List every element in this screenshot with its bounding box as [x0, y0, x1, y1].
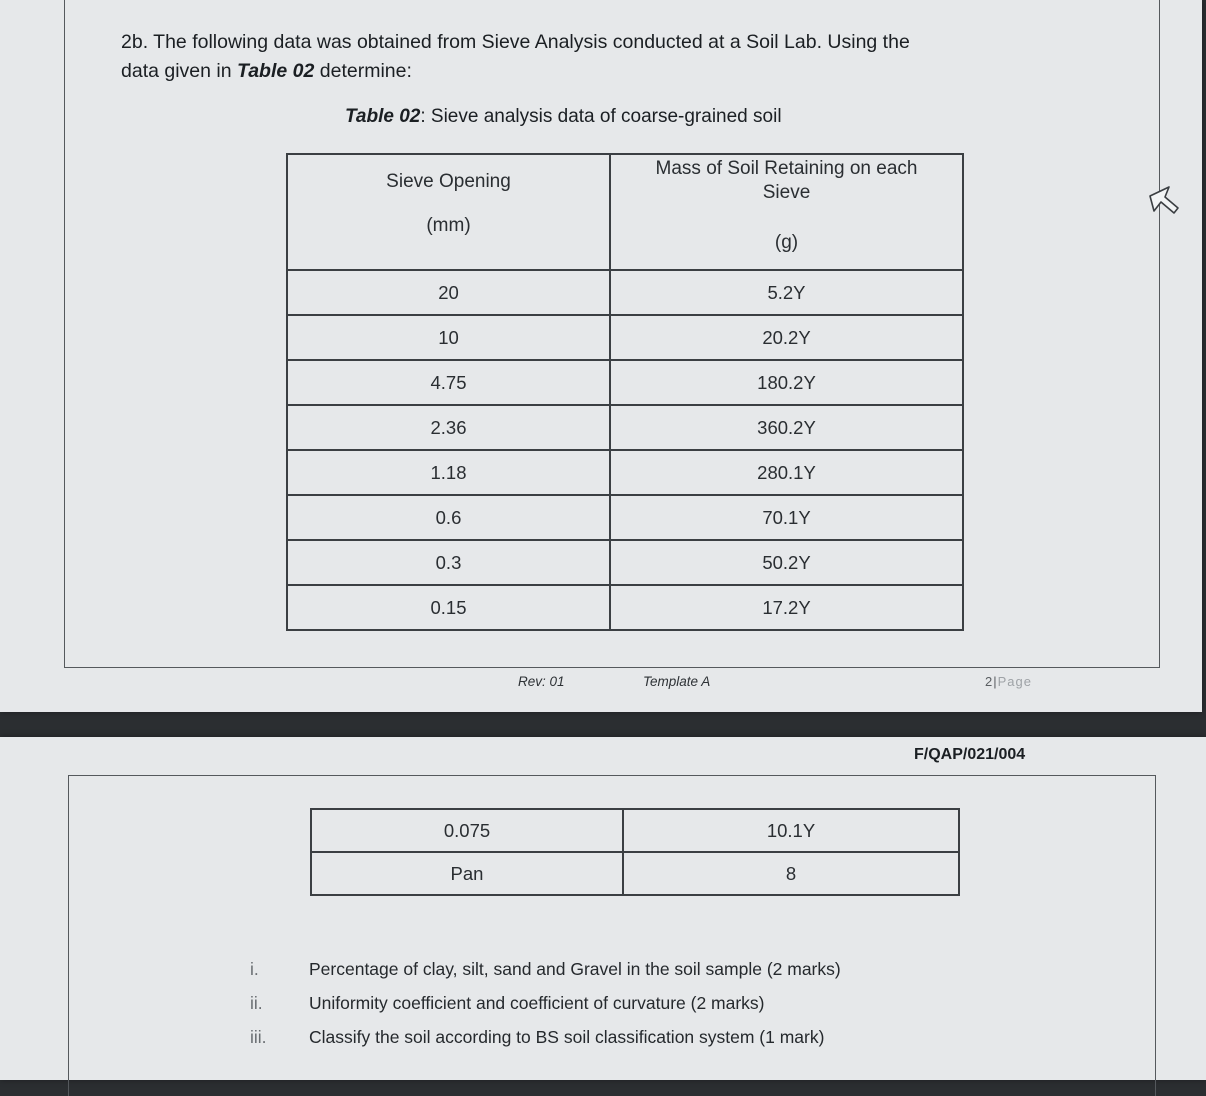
- page-number-value: 2: [985, 674, 994, 689]
- sieve-analysis-table: [286, 153, 964, 631]
- sieve-opening-cell: 0.6: [287, 495, 610, 540]
- question-table-ref: Table 02: [237, 60, 315, 82]
- list-item: [250, 993, 1010, 1027]
- mass-retained-cell: 180.2Y: [610, 360, 963, 405]
- mass-retained-cell: 8: [623, 852, 959, 895]
- question-line-1: 2b. The following data was obtained from Sieve Analysis conducted at a Soil Lab. Using the: [121, 31, 910, 53]
- table-row: [287, 540, 963, 585]
- footer-template: Template A: [643, 674, 711, 689]
- mass-retained-cell: 50.2Y: [610, 540, 963, 585]
- mass-retained-cell: 360.2Y: [610, 405, 963, 450]
- sieve-opening-cell: 2.36: [287, 405, 610, 450]
- question-line-2-end: determine:: [314, 60, 412, 82]
- sieve-opening-cell: Pan: [311, 852, 623, 895]
- document-reference: F/QAP/021/004: [914, 746, 1026, 763]
- table-row: [287, 450, 963, 495]
- task-list: [250, 959, 1010, 1061]
- mass-retained-cell: 280.1Y: [610, 450, 963, 495]
- footer-revision: Rev: 01: [518, 674, 565, 689]
- table-caption-label: Table 02: [345, 106, 421, 127]
- table-caption: [345, 106, 782, 128]
- table-row: [287, 405, 963, 450]
- mass-retained-cell: 17.2Y: [610, 585, 963, 630]
- header-sieve-opening: [287, 154, 610, 270]
- task-number: i.: [250, 959, 259, 979]
- header-mass-label-1: Mass of Soil Retaining on each: [655, 158, 918, 179]
- table-caption-text: : Sieve analysis data of coarse-grained soil: [420, 106, 782, 127]
- table-row: [287, 585, 963, 630]
- list-item: [250, 959, 1010, 993]
- mass-retained-cell: 10.1Y: [623, 809, 959, 852]
- list-item: [250, 1027, 1010, 1061]
- mass-retained-cell: 20.2Y: [610, 315, 963, 360]
- sieve-opening-cell: 0.15: [287, 585, 610, 630]
- mass-retained-cell: 5.2Y: [610, 270, 963, 315]
- footer-page-number: [985, 674, 1032, 689]
- header-mass-unit: (g): [774, 232, 799, 253]
- task-text: Uniformity coefficient and coefficient of curvature (2 marks): [309, 993, 765, 1013]
- sieve-opening-cell: 20: [287, 270, 610, 315]
- table-row: [311, 852, 959, 895]
- table-row: [287, 270, 963, 315]
- table-row: [311, 809, 959, 852]
- page-number-label: Page: [997, 674, 1032, 689]
- table-header-row: [287, 154, 963, 270]
- table-row: [287, 495, 963, 540]
- sieve-opening-cell: 4.75: [287, 360, 610, 405]
- mouse-cursor-icon: [1147, 184, 1181, 218]
- sieve-opening-cell: 0.3: [287, 540, 610, 585]
- task-number: ii.: [250, 993, 263, 1013]
- header-mass-retained: [610, 154, 963, 270]
- sieve-analysis-table-continued: [310, 808, 960, 896]
- task-text: Percentage of clay, silt, sand and Gravel in the soil sample (2 marks): [309, 959, 841, 979]
- question-text: [121, 28, 1051, 86]
- task-number: iii.: [250, 1027, 267, 1047]
- sieve-opening-cell: 10: [287, 315, 610, 360]
- header-sieve-opening-label: Sieve Opening: [386, 171, 511, 192]
- mass-retained-cell: 70.1Y: [610, 495, 963, 540]
- page-number-separator: |: [993, 674, 998, 689]
- header-mass-label-2: Sieve: [762, 182, 811, 203]
- table-row: [287, 315, 963, 360]
- sieve-opening-cell: 1.18: [287, 450, 610, 495]
- header-sieve-opening-unit: (mm): [426, 215, 471, 236]
- question-line-2: [121, 57, 1051, 86]
- table-row: [287, 360, 963, 405]
- sieve-opening-cell: 0.075: [311, 809, 623, 852]
- question-line-2-start: data given in: [121, 60, 238, 82]
- task-text: Classify the soil according to BS soil classification system (1 mark): [309, 1027, 825, 1047]
